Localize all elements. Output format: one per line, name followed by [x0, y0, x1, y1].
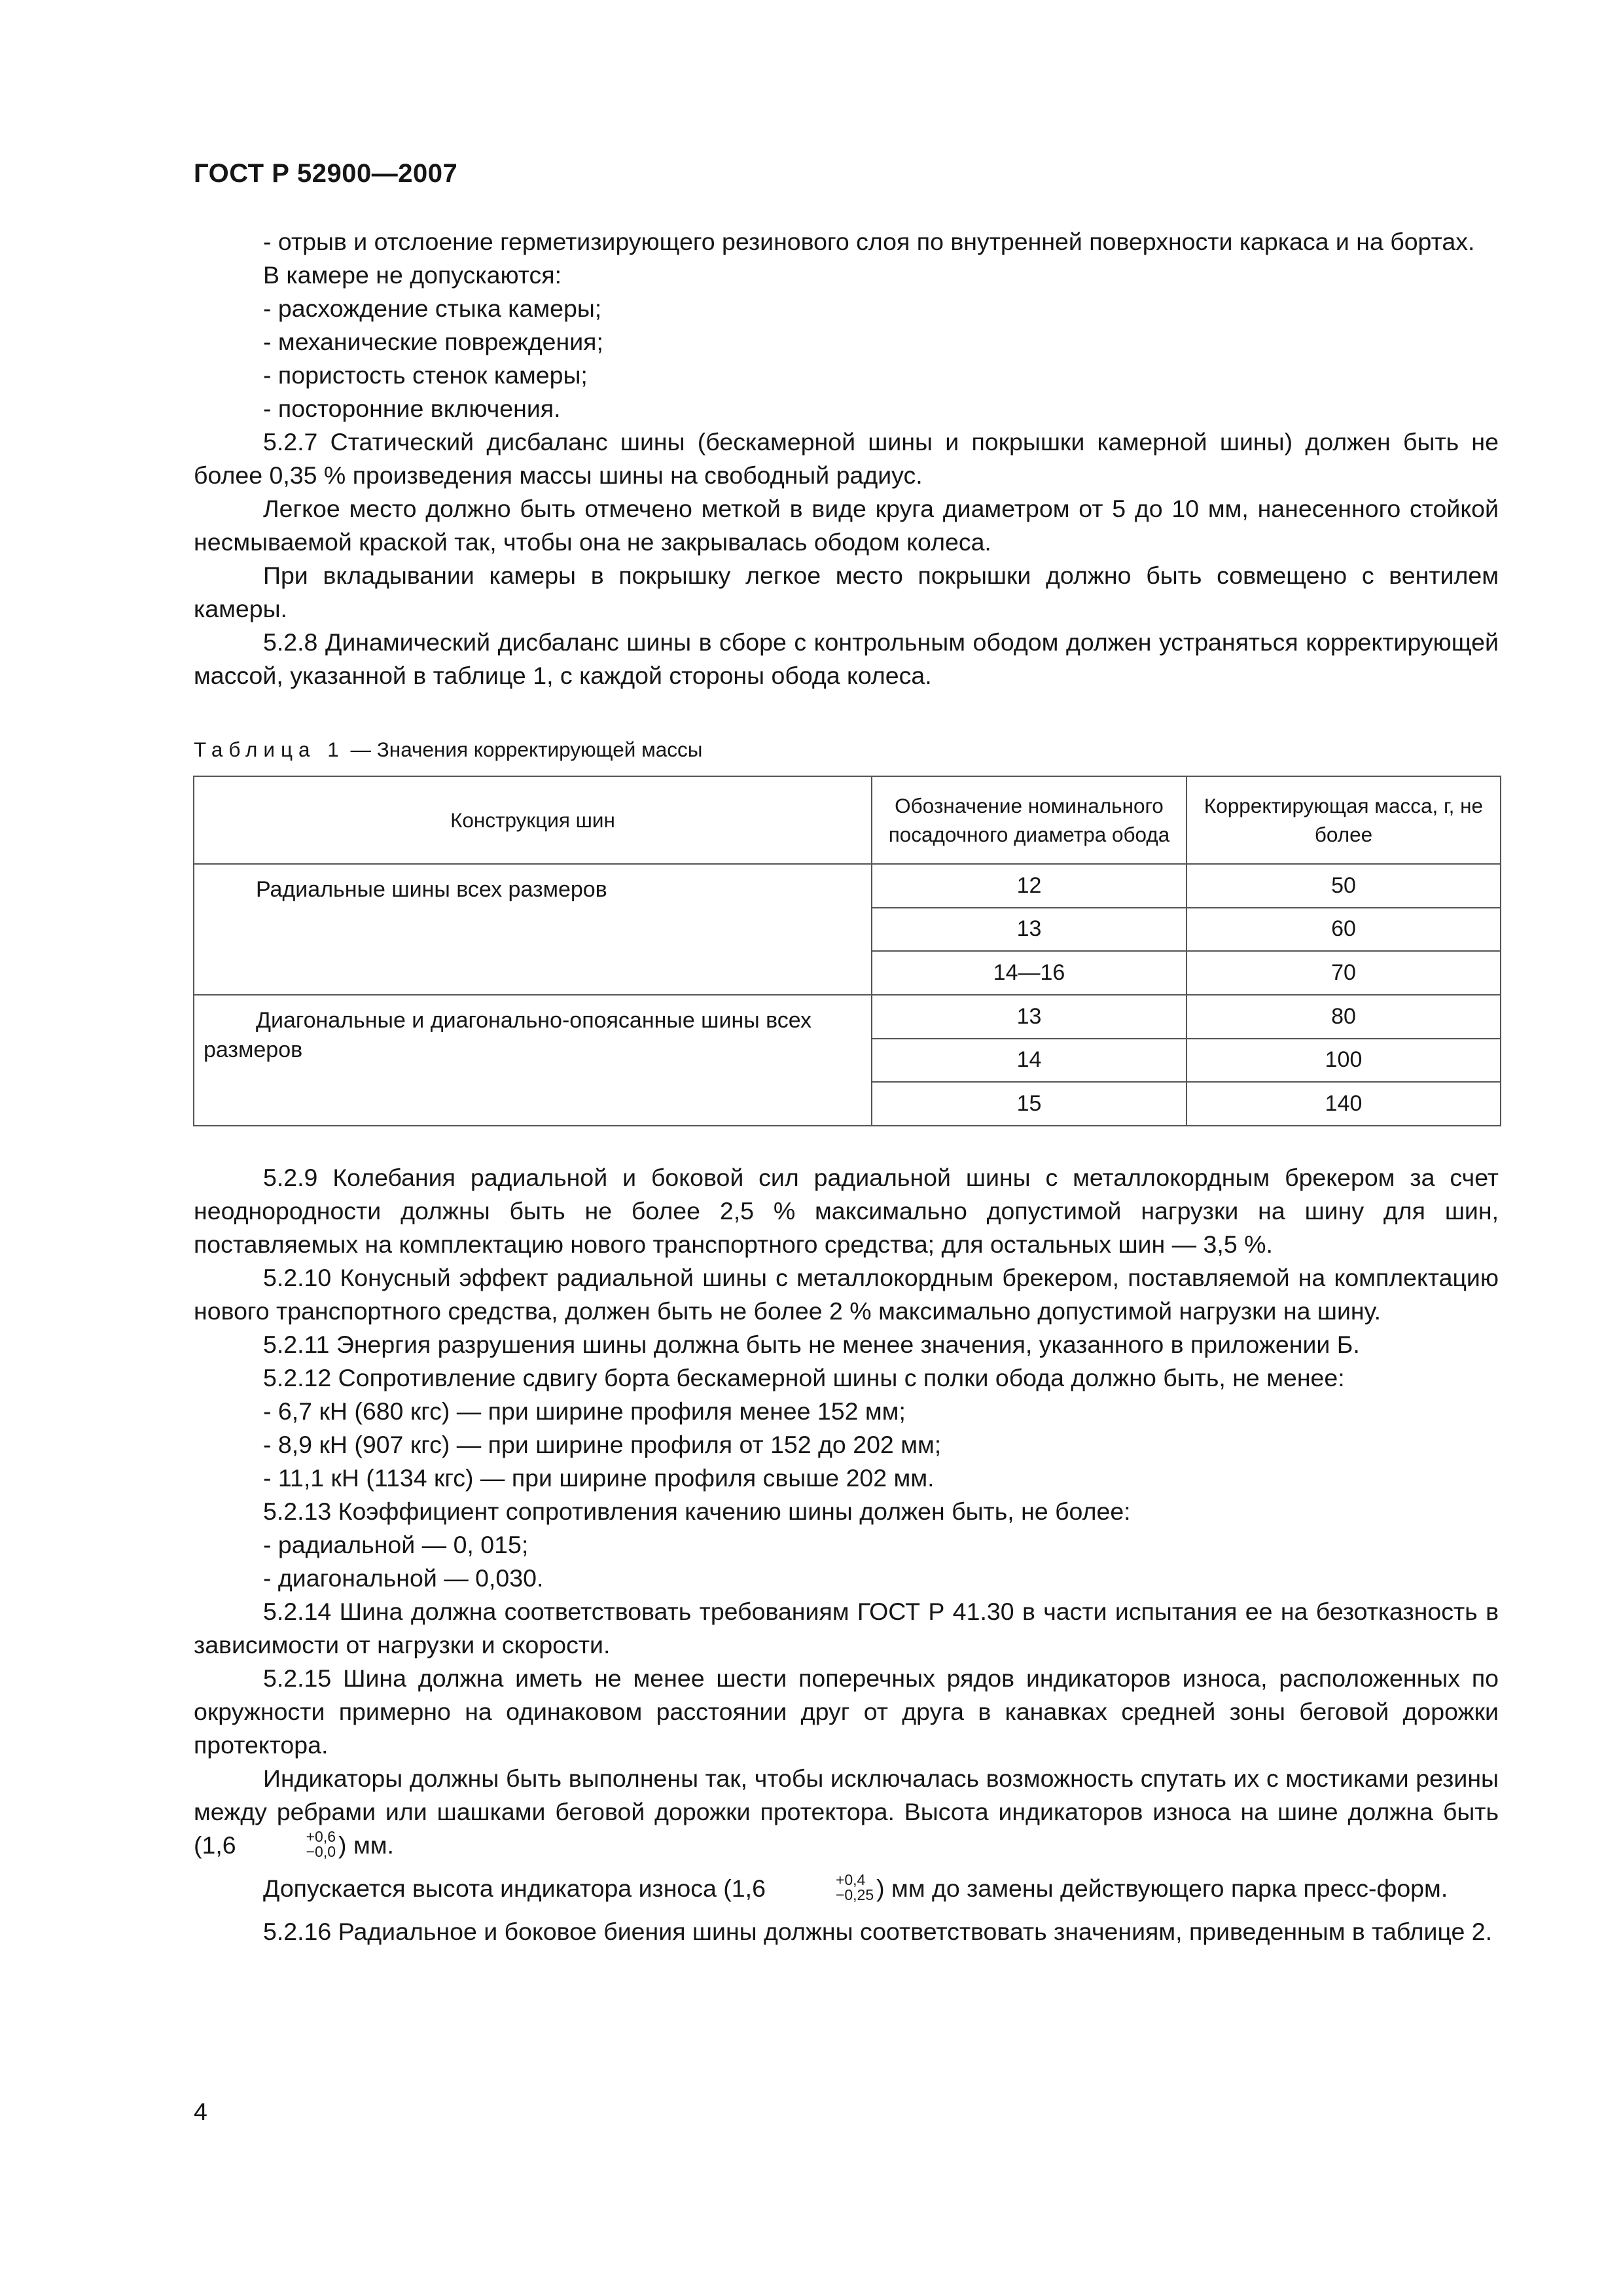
clause-5-2-7: 5.2.7 Статический дисбаланс шины (бескамерной шины и покрышки камерной шины) должен быть не более 0,35 % произведения массы шины на свободный радиус.: [194, 428, 1499, 489]
list-item-diagonal-coefficient: - диагональной — 0,030.: [263, 1564, 544, 1592]
clause-5-2-13: 5.2.13 Коэффициент сопротивления качению шины должен быть, не более:: [263, 1498, 1131, 1525]
paragraph-sealing-layer: - отрыв и отслоение герметизирующего резинового слоя по внутренней поверхности каркаса и на бортах.: [263, 228, 1475, 255]
allowance-text: Допускается высота индикатора износа (1,6: [263, 1874, 766, 1903]
clause-5-2-9: 5.2.9 Колебания радиальной и боковой сил радиальной шины с металлокордным брекером за счет неоднородности должны быть не более 2,5 % максимально допустимой нагрузки на шину для шин, поставляемых на комплектацию нового транспортного средства; для остальных шин — 3,5 %.: [194, 1164, 1499, 1258]
cell-diameter: 14—16: [872, 951, 1186, 995]
cell-mass: 70: [1186, 951, 1501, 995]
allowance-tolerance: [766, 1873, 874, 1903]
clause-5-2-16: 5.2.16 Радиальное и боковое биения шины должны соответствовать значениям, приведенным в таблице 2.: [263, 1918, 1493, 1946]
table-row: [194, 864, 1501, 908]
column-header-construction: Конструкция шин: [194, 776, 872, 864]
list-item-radial-coefficient: - радиальной — 0, 015;: [263, 1531, 529, 1558]
tolerance-upper: +0,4: [835, 1871, 866, 1889]
clause-5-2-12: 5.2.12 Сопротивление сдвигу борта бескамерной шины с полки обода должно быть, не менее:: [263, 1364, 1345, 1391]
cell-mass: 80: [1186, 995, 1501, 1039]
clause-5-2-8: 5.2.8 Динамический дисбаланс шины в сборе с контрольным ободом должен устраняться корректирующей массой, указанной в таблице 1, с каждой стороны обода колеса.: [194, 628, 1499, 689]
clause-5-2-11: 5.2.11 Энергия разрушения шины должна быть не менее значения, указанного в приложении Б.: [263, 1331, 1360, 1358]
cell-mass: 50: [1186, 864, 1501, 908]
tolerance-lower: −0,0: [306, 1843, 336, 1861]
clause-5-2-15: 5.2.15 Шина должна иметь не менее шести поперечных рядов индикаторов износа, расположенных по окружности примерно на одинаковом расстоянии друг от друга в канавках средней зоны беговой дорожки протектора.: [194, 1664, 1499, 1759]
paragraph-tube-defects-intro: В камере не допускаются:: [263, 261, 562, 289]
column-header-diameter: Обозначение номинального посадочного диаметра обода: [872, 776, 1186, 864]
table-1-title: — Значения корректирующей массы: [344, 738, 703, 761]
wear-indicator-tolerance: [237, 1829, 336, 1859]
cell-diameter: 13: [872, 995, 1186, 1039]
list-item-shear-152-202: - 8,9 кН (907 кгс) — при ширине профиля от 152 до 202 мм;: [263, 1431, 942, 1458]
paragraph-valve-alignment: При вкладывании камеры в покрышку легкое место покрышки должно быть совмещено с вентилем камеры.: [194, 562, 1499, 622]
cell-diameter: 14: [872, 1039, 1186, 1083]
wear-indicators-text: Индикаторы должны быть выполнены так, чтобы исключалась возможность спутать их с мостиками резины между ребрами или шашками беговой дорожки протектора. Высота индикаторов износа на шине должна быть (1,6: [194, 1765, 1499, 1859]
page-number: 4: [194, 2098, 207, 2125]
list-item-shear-202: - 11,1 кН (1134 кгс) — при ширине профиля свыше 202 мм.: [263, 1464, 935, 1492]
allowance-tail: ) мм до замены действующего парка пресс-форм.: [876, 1874, 1448, 1903]
cell-mass: 60: [1186, 908, 1501, 952]
tolerance-lower: −0,25: [835, 1886, 874, 1904]
wear-indicators-unit: ) мм.: [338, 1831, 394, 1859]
list-item-porosity: - пористость стенок камеры;: [263, 361, 588, 389]
tolerance-upper: +0,6: [306, 1828, 336, 1846]
clause-5-2-10: 5.2.10 Конусный эффект радиальной шины с металлокордным брекером, поставляемой на комплектацию нового транспортного средства, должен быть не более 2 % максимально допустимой нагрузки на шину.: [194, 1264, 1499, 1325]
cell-mass: 100: [1186, 1039, 1501, 1083]
body-section-bottom: [194, 1161, 1499, 1948]
table-header-row: [194, 776, 1501, 864]
paragraph-wear-indicators: [194, 1762, 1499, 1862]
clause-5-2-14: 5.2.14 Шина должна соответствовать требованиям ГОСТ Р 41.30 в части испытания ее на безотказность в зависимости от нагрузки и скорости.: [194, 1598, 1499, 1659]
cell-construction-radial: Радиальные шины всех размеров: [194, 864, 872, 995]
list-item-foreign-inclusions: - посторонние включения.: [263, 395, 561, 422]
cell-diameter: 15: [872, 1082, 1186, 1126]
list-item-mechanical-damage: - механические повреждения;: [263, 328, 603, 355]
table-1-label: Таблица 1: [194, 738, 345, 761]
cell-diameter: 13: [872, 908, 1186, 952]
column-header-mass: Корректирующая масса, г, не более: [1186, 776, 1501, 864]
document-header: ГОСТ Р 52900—2007: [194, 159, 458, 188]
paragraph-indicator-allowance: [194, 1872, 1499, 1905]
body-section-top: [194, 225, 1499, 692]
table-1-container: [193, 776, 1500, 1126]
cell-diameter: 12: [872, 864, 1186, 908]
paragraph-light-spot-mark: Легкое место должно быть отмечено меткой в виде круга диаметром от 5 до 10 мм, нанесенного стойкой несмываемой краской так, чтобы она не закрывалась ободом колеса.: [194, 495, 1499, 556]
cell-construction-diagonal: Диагональные и диагонально-опоясанные шины всех размеров: [194, 995, 872, 1126]
table-row: [194, 995, 1501, 1039]
table-1: [193, 776, 1501, 1126]
list-item-shear-152: - 6,7 кН (680 кгс) — при ширине профиля менее 152 мм;: [263, 1397, 906, 1425]
table-1-caption: [194, 738, 702, 762]
cell-mass: 140: [1186, 1082, 1501, 1126]
list-item-tube-joint: - расхождение стыка камеры;: [263, 295, 602, 322]
